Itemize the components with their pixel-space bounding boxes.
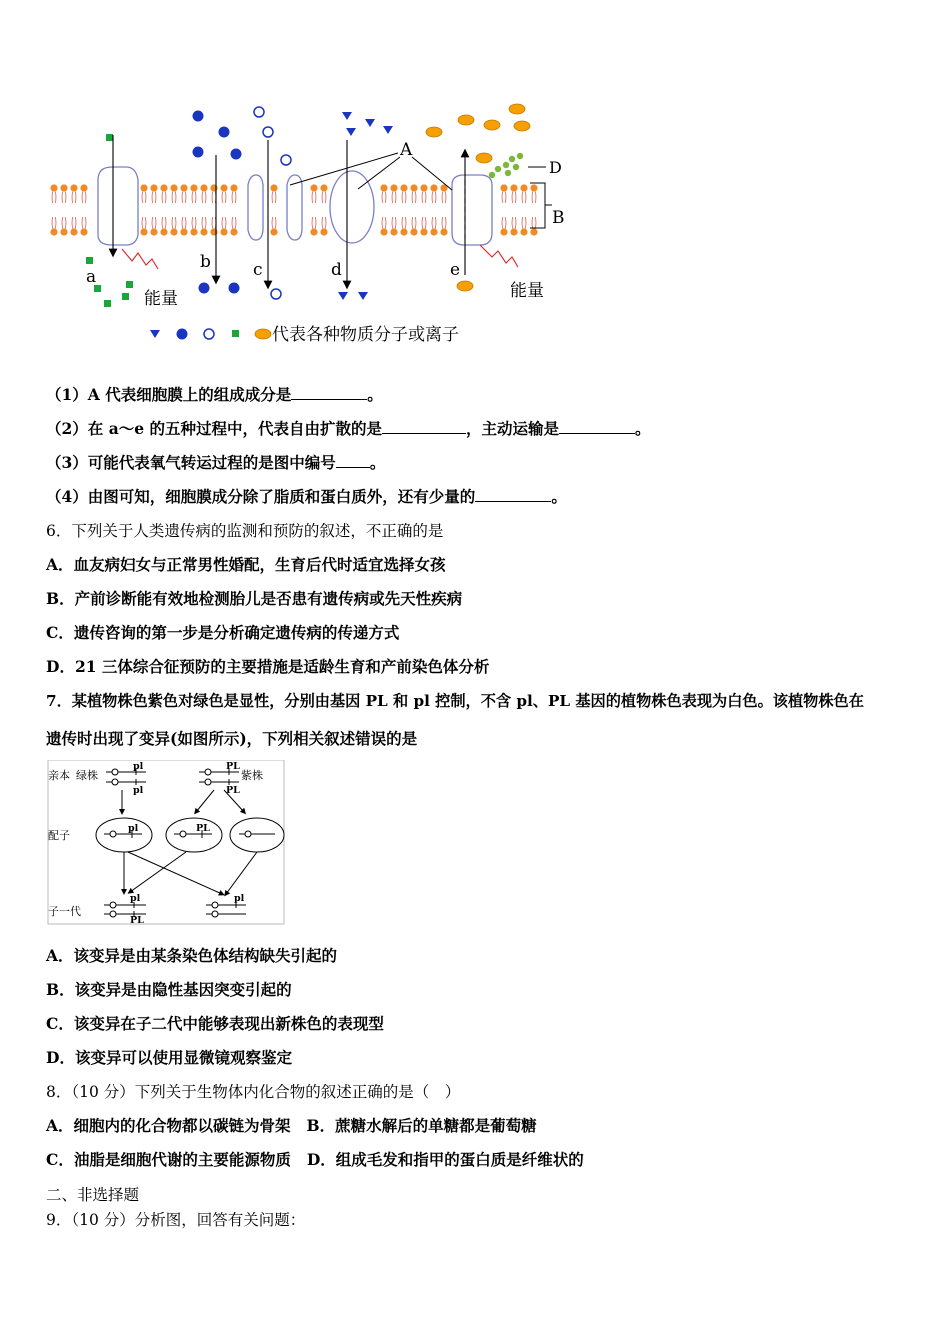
q6-option-b[interactable]: B．产前诊断能有效地检测胎儿是否患有遗传病或先天性疾病 <box>46 589 463 608</box>
q6-option-c[interactable]: C．遗传咨询的第一步是分析确定遗传病的传递方式 <box>46 623 400 642</box>
energy-zigzag-right <box>480 245 518 267</box>
gene-PL-label: PL <box>196 823 210 834</box>
answer-blank[interactable] <box>291 385 367 400</box>
lipid-molecule-inner <box>380 217 387 236</box>
lipid-molecule-inner <box>390 217 397 236</box>
energy-label-right: 能量 <box>510 281 544 301</box>
lipid-molecule-outer <box>70 184 77 203</box>
lipid-molecule-outer <box>80 184 87 203</box>
lipid-molecule-inner <box>70 217 77 236</box>
q5-item-2: （2）在 a～e 的五种过程中，代表自由扩散的是 ，主动运输是 。 <box>46 419 651 438</box>
q8-stem: 8．（10 分）下列关于生物体内化合物的叙述正确的是（ ） <box>46 1083 461 1101</box>
lipid-molecule-outer <box>190 184 197 203</box>
lipid-molecule-inner <box>180 217 187 236</box>
channel-protein-right <box>287 175 302 240</box>
lipid-molecule-inner <box>160 217 167 236</box>
label-c: c <box>253 260 263 280</box>
answer-blank[interactable] <box>382 419 466 434</box>
lipid-molecule-outer <box>420 184 427 203</box>
q8-options-row1 <box>46 1116 537 1136</box>
lipid-molecule-outer <box>220 184 227 203</box>
q7-option-c[interactable]: C．该变异在子二代中能够表现出新株色的表现型 <box>46 1014 384 1033</box>
lipid-molecule-outer <box>430 184 437 203</box>
lipid-molecule-inner <box>270 217 277 236</box>
carrier-protein-e <box>452 175 492 245</box>
row-parent-label: 亲本 <box>48 769 70 782</box>
legend <box>150 325 459 345</box>
membrane-transport-figure <box>40 95 580 357</box>
q6-option-a[interactable]: A．血友病妇女与正常男性婚配，生育后代时适宜选择女孩 <box>46 555 446 574</box>
lipid-molecule-inner <box>510 217 517 236</box>
lipid-molecule-inner <box>410 217 417 236</box>
channel-protein-left <box>248 175 263 240</box>
lipid-molecule-outer <box>510 184 517 203</box>
lipid-molecule-inner <box>400 217 407 236</box>
lipid-molecule-outer <box>170 184 177 203</box>
lipid-molecule-inner <box>60 217 67 236</box>
lipid-molecule-inner <box>420 217 427 236</box>
lipid-molecule-outer <box>390 184 397 203</box>
label-D: D <box>549 158 562 177</box>
lipid-molecule-inner <box>200 217 207 236</box>
green-plant-label: 绿株 <box>76 769 98 782</box>
q6-option-d[interactable]: D．21 三体综合征预防的主要措施是适龄生育和产前染色体分析 <box>46 657 490 676</box>
label-d: d <box>331 260 342 280</box>
purple-plant-label: 紫株 <box>241 769 263 782</box>
q6-stem: 6．下列关于人类遗传病的监测和预防的叙述，不正确的是 <box>46 522 444 540</box>
row-gamete-label: 配子 <box>48 829 70 842</box>
glycoprotein-chain <box>489 153 523 178</box>
lipid-molecule-outer <box>530 184 537 203</box>
answer-blank[interactable] <box>336 453 370 468</box>
q7-option-a[interactable]: A．该变异是由某条染色体结构缺失引起的 <box>46 946 338 965</box>
lipid-molecule-outer <box>230 184 237 203</box>
lipid-molecule-outer <box>520 184 527 203</box>
q7-stem-line1: 7．某植物株色紫色对绿色是显性，分别由基因 PL 和 pl 控制，不含 pl、PL 基因的植物株色表现为白色。该植物株色在 <box>46 692 864 710</box>
lipid-molecule-inner <box>170 217 177 236</box>
gene-pl-label: pl <box>133 761 144 772</box>
energy-zigzag-left <box>122 249 158 269</box>
lipid-molecule-outer <box>150 184 157 203</box>
lipid-molecule-inner <box>430 217 437 236</box>
row-child-label: 子一代 <box>48 905 81 918</box>
lipid-molecule-inner <box>500 217 507 236</box>
label-a: a <box>86 267 97 287</box>
lipid-molecule-outer <box>140 184 147 203</box>
gene-pl-label: pl <box>130 893 141 904</box>
lipid-molecule-outer <box>180 184 187 203</box>
answer-blank[interactable] <box>559 419 635 434</box>
section-title: 二、非选择题 <box>46 1186 140 1204</box>
lipid-molecule-inner <box>50 217 57 236</box>
lipid-molecule-outer <box>320 184 327 203</box>
lipid-molecule-outer <box>200 184 207 203</box>
lipid-molecule-outer <box>500 184 507 203</box>
lipid-molecule-outer <box>310 184 317 203</box>
lipid-molecule-outer <box>410 184 417 203</box>
lipid-molecule-inner <box>150 217 157 236</box>
q8-options-row2 <box>46 1150 584 1170</box>
q7-option-b[interactable]: B．该变异是由隐性基因突变引起的 <box>46 980 292 999</box>
gene-PL-label: PL <box>130 915 144 926</box>
label-b: b <box>200 252 211 272</box>
lipid-molecule-outer <box>380 184 387 203</box>
gene-pl-label: pl <box>234 893 245 904</box>
energy-label-left: 能量 <box>144 289 178 309</box>
q7-stem-line2: 遗传时出现了变异(如图所示)，下列相关叙述错误的是 <box>46 729 418 748</box>
q5-item-4: （4）由图可知，细胞膜成分除了脂质和蛋白质外，还有少量的 。 <box>46 487 567 506</box>
lipid-molecule-inner <box>230 217 237 236</box>
lipid-molecule-inner <box>530 217 537 236</box>
chromosome-variation-figure <box>46 760 286 926</box>
lipid-molecule-inner <box>310 217 317 236</box>
lipid-molecule-inner <box>140 217 147 236</box>
q5-item-1: （1）A 代表细胞膜上的组成成分是 。 <box>46 385 383 404</box>
lipid-molecule-outer <box>400 184 407 203</box>
q8-option-c[interactable]: C．油脂是细胞代谢的主要能源物质 <box>46 1150 291 1169</box>
lipid-molecule-outer <box>270 184 277 203</box>
q7-option-d[interactable]: D．该变异可以使用显微镜观察鉴定 <box>46 1048 292 1067</box>
q5-item-3: （3）可能代表氧气转运过程的是图中编号 。 <box>46 453 386 472</box>
q8-option-a[interactable]: A．细胞内的化合物都以碳链为骨架 <box>46 1116 291 1135</box>
carrier-protein-a <box>98 167 138 245</box>
lipid-molecule-inner <box>320 217 327 236</box>
gene-pl-label: pl <box>133 785 144 796</box>
q8-option-b[interactable]: B．蔗糖水解后的单糖都是葡萄糖 <box>306 1116 537 1135</box>
lipid-molecule-inner <box>190 217 197 236</box>
gene-PL-label: PL <box>226 761 240 772</box>
lipid-molecule-inner <box>220 217 227 236</box>
lipid-molecule-inner <box>440 217 447 236</box>
answer-blank[interactable] <box>475 487 551 502</box>
label-A: A <box>400 140 413 160</box>
label-B: B <box>552 208 565 228</box>
gene-PL-label: PL <box>226 785 240 796</box>
q8-option-d[interactable]: D．组成毛发和指甲的蛋白质是纤维状的 <box>306 1150 584 1169</box>
lipid-molecule-outer <box>50 184 57 203</box>
lipid-molecule-outer <box>60 184 67 203</box>
gene-pl-label: pl <box>128 823 139 834</box>
label-e: e <box>450 260 461 280</box>
lipid-molecule-inner <box>520 217 527 236</box>
q9-stem: 9．（10 分）分析图，回答有关问题： <box>46 1211 306 1229</box>
lipid-molecule-inner <box>80 217 87 236</box>
legend-text: 代表各种物质分子或离子 <box>272 325 459 345</box>
lipid-molecule-outer <box>440 184 447 203</box>
lipid-molecule-outer <box>160 184 167 203</box>
